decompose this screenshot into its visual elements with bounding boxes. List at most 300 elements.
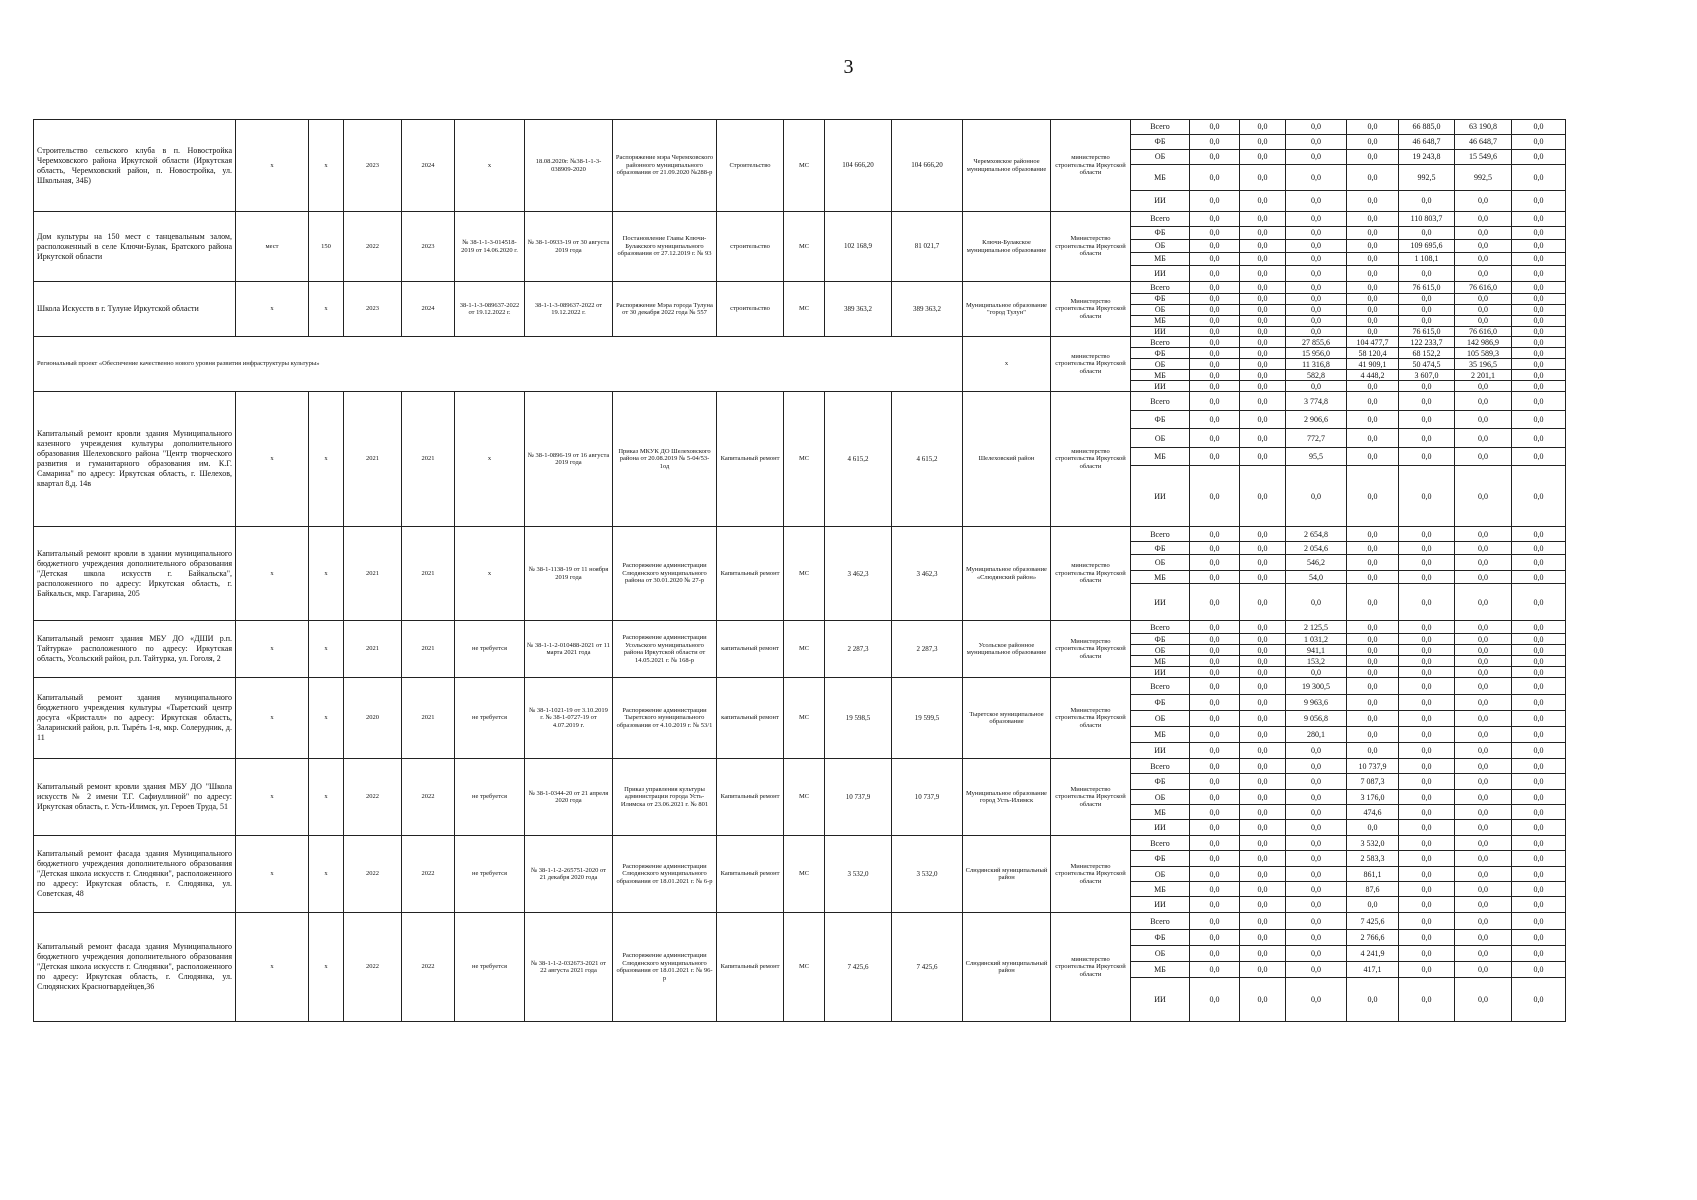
start-year: 2022: [344, 836, 402, 913]
value-cell: 0,0: [1190, 165, 1240, 191]
value-cell: 0,0: [1399, 962, 1455, 978]
source-label: Всего: [1131, 120, 1190, 135]
value-cell: 0,0: [1455, 634, 1512, 645]
value-cell: 0,0: [1347, 820, 1399, 836]
source-label: Всего: [1131, 212, 1190, 227]
value-cell: 0,0: [1190, 946, 1240, 962]
value-cell: 95,5: [1286, 448, 1347, 466]
design-doc-cell: № 38-1-0344-20 от 21 апреля 2020 года: [525, 759, 613, 836]
value-cell: 0,0: [1240, 316, 1286, 327]
value-cell: 0,0: [1347, 667, 1399, 678]
design-doc-cell: 38-1-1-3-089637-2022 от 19.12.2022 г.: [525, 282, 613, 337]
value-cell: 0,0: [1347, 240, 1399, 253]
value-cell: 0,0: [1455, 584, 1512, 621]
unit-cell: х: [236, 759, 309, 836]
value-cell: 0,0: [1286, 191, 1347, 212]
value-cell: 0,0: [1512, 337, 1566, 348]
value-cell: 0,0: [1347, 316, 1399, 327]
table-row: [34, 337, 1648, 348]
value-cell: 0,0: [1286, 240, 1347, 253]
cost-cell: 3 462,3: [825, 527, 892, 621]
value-cell: 0,0: [1399, 584, 1455, 621]
cost-remaining-cell: 389 363,2: [892, 282, 963, 337]
value-cell: 0,0: [1347, 555, 1399, 571]
value-cell: 0,0: [1399, 555, 1455, 571]
value-cell: 0,0: [1399, 978, 1455, 1022]
unit-cell: х: [236, 678, 309, 759]
source-label: МБ: [1131, 370, 1190, 381]
value-cell: 0,0: [1399, 743, 1455, 759]
value-cell: 110 803,7: [1399, 212, 1455, 227]
regional-project-name: Региональный проект «Обеспечение качественно нового уровня развития инфраструктуры культуры»: [34, 337, 963, 392]
source-label: ИИ: [1131, 327, 1190, 337]
source-label: ФБ: [1131, 411, 1190, 429]
value-cell: 2 906,6: [1286, 411, 1347, 429]
value-cell: 0,0: [1240, 348, 1286, 359]
value-cell: 0,0: [1190, 805, 1240, 820]
source-label: Всего: [1131, 392, 1190, 411]
source-label: ИИ: [1131, 466, 1190, 527]
value-cell: 0,0: [1512, 165, 1566, 191]
value-cell: 0,0: [1286, 836, 1347, 851]
value-cell: 4 241,9: [1347, 946, 1399, 962]
value-cell: 76 615,0: [1399, 327, 1455, 337]
table-row: [34, 913, 1648, 930]
design-doc-cell: № 38-1-0896-19 от 16 августа 2019 года: [525, 392, 613, 527]
decision-cell: Приказ МКУК ДО Шелеховского района от 20.08.2019 № 5-04/53-1од: [613, 392, 717, 527]
value-cell: 109 695,6: [1399, 240, 1455, 253]
value-cell: 0,0: [1347, 282, 1399, 294]
customer-cell: Тыретское муниципальное образование: [963, 678, 1051, 759]
value-cell: 0,0: [1347, 120, 1399, 135]
value-cell: 0,0: [1190, 555, 1240, 571]
source-label: ФБ: [1131, 930, 1190, 946]
value-cell: 0,0: [1347, 448, 1399, 466]
value-cell: 0,0: [1190, 294, 1240, 305]
design-doc-cell: № 38-1-1-2-010488-2021 от 11 марта 2021 года: [525, 621, 613, 678]
work-type-cell: Капитальный ремонт: [717, 836, 784, 913]
unit-cell: х: [236, 836, 309, 913]
value-cell: 0,0: [1399, 774, 1455, 790]
value-cell: 0,0: [1512, 678, 1566, 695]
value-cell: 0,0: [1347, 656, 1399, 667]
capacity-cell: х: [309, 527, 344, 621]
value-cell: 0,0: [1286, 584, 1347, 621]
value-cell: 0,0: [1512, 634, 1566, 645]
value-cell: 0,0: [1455, 836, 1512, 851]
value-cell: 0,0: [1240, 946, 1286, 962]
source-label: Всего: [1131, 678, 1190, 695]
value-cell: 0,0: [1455, 913, 1512, 930]
value-cell: 0,0: [1512, 913, 1566, 930]
value-cell: 0,0: [1399, 448, 1455, 466]
design-doc-cell: № 38-1-1138-19 от 11 ноября 2019 года: [525, 527, 613, 621]
value-cell: 0,0: [1347, 429, 1399, 448]
source-label: ФБ: [1131, 135, 1190, 150]
value-cell: 0,0: [1240, 851, 1286, 867]
grbs-cell: Министерство строительства Иркутской области: [1051, 759, 1131, 836]
value-cell: 0,0: [1399, 882, 1455, 897]
source-label: МБ: [1131, 656, 1190, 667]
end-year: 2021: [402, 678, 455, 759]
value-cell: 0,0: [1455, 253, 1512, 266]
form-cell: МС: [784, 120, 825, 212]
value-cell: 0,0: [1240, 359, 1286, 370]
value-cell: 0,0: [1455, 743, 1512, 759]
value-cell: 0,0: [1286, 913, 1347, 930]
decision-cell: Распоряжение администрации Слюдянского муниципального образования от 18.01.2021 г. № 6-р: [613, 836, 717, 913]
expertise-cell: № 38-1-1-3-014518-2019 от 14.06.2020 г.: [455, 212, 525, 282]
form-cell: МС: [784, 836, 825, 913]
value-cell: 0,0: [1347, 411, 1399, 429]
expertise-cell: не требуется: [455, 913, 525, 1022]
table-row: [34, 621, 1648, 634]
decision-cell: Распоряжение Мэра города Тулуна от 30 декабря 2022 года № 557: [613, 282, 717, 337]
cost-cell: 3 532,0: [825, 836, 892, 913]
source-label: МБ: [1131, 165, 1190, 191]
value-cell: 0,0: [1455, 978, 1512, 1022]
value-cell: 0,0: [1240, 836, 1286, 851]
value-cell: 0,0: [1512, 836, 1566, 851]
value-cell: 0,0: [1190, 743, 1240, 759]
value-cell: 0,0: [1347, 191, 1399, 212]
value-cell: 1 031,2: [1286, 634, 1347, 645]
value-cell: 0,0: [1240, 227, 1286, 240]
value-cell: 0,0: [1347, 392, 1399, 411]
value-cell: 0,0: [1455, 882, 1512, 897]
value-cell: 0,0: [1455, 774, 1512, 790]
value-cell: 0,0: [1455, 711, 1512, 727]
form-cell: МС: [784, 527, 825, 621]
value-cell: 0,0: [1399, 381, 1455, 392]
value-cell: 0,0: [1512, 370, 1566, 381]
object-name: Строительство сельского клуба в п. Новостройка Черемховского района Иркутской области (Иркутская область, Черемховский район, п. Новостройка, ул. Школьная, 34Б): [34, 120, 236, 212]
source-label: ИИ: [1131, 584, 1190, 621]
form-cell: МС: [784, 678, 825, 759]
source-label: ОБ: [1131, 240, 1190, 253]
value-cell: 0,0: [1190, 282, 1240, 294]
value-cell: 0,0: [1347, 621, 1399, 634]
value-cell: 76 615,0: [1399, 282, 1455, 294]
value-cell: 87,6: [1347, 882, 1399, 897]
value-cell: 0,0: [1455, 227, 1512, 240]
unit-cell: мест: [236, 212, 309, 282]
decision-cell: Приказ управления культуры администрации города Усть-Илимска от 23.06.2021 г. № 801: [613, 759, 717, 836]
value-cell: 0,0: [1512, 542, 1566, 555]
value-cell: 0,0: [1286, 466, 1347, 527]
value-cell: 0,0: [1190, 978, 1240, 1022]
value-cell: 0,0: [1399, 305, 1455, 316]
capacity-cell: х: [309, 621, 344, 678]
value-cell: 0,0: [1240, 466, 1286, 527]
value-cell: 0,0: [1455, 962, 1512, 978]
value-cell: 0,0: [1347, 212, 1399, 227]
value-cell: 0,0: [1240, 266, 1286, 282]
value-cell: 46 648,7: [1399, 135, 1455, 150]
value-cell: 0,0: [1286, 978, 1347, 1022]
value-cell: 15 549,6: [1455, 150, 1512, 165]
value-cell: 76 616,0: [1455, 327, 1512, 337]
value-cell: 0,0: [1399, 571, 1455, 584]
value-cell: 0,0: [1240, 584, 1286, 621]
value-cell: 0,0: [1512, 555, 1566, 571]
value-cell: 0,0: [1286, 327, 1347, 337]
expertise-cell: не требуется: [455, 836, 525, 913]
value-cell: 0,0: [1286, 820, 1347, 836]
value-cell: 9 056,8: [1286, 711, 1347, 727]
value-cell: 0,0: [1190, 711, 1240, 727]
value-cell: 0,0: [1455, 294, 1512, 305]
value-cell: 0,0: [1512, 727, 1566, 743]
form-cell: МС: [784, 621, 825, 678]
value-cell: 0,0: [1240, 120, 1286, 135]
decision-cell: Распоряжение администрации Усольского муниципального района Иркутской области от 14.05.2021 г. № 168-р: [613, 621, 717, 678]
value-cell: 0,0: [1190, 227, 1240, 240]
value-cell: 0,0: [1512, 411, 1566, 429]
unit-cell: х: [236, 282, 309, 337]
value-cell: 0,0: [1286, 135, 1347, 150]
cost-remaining-cell: 2 287,3: [892, 621, 963, 678]
value-cell: 0,0: [1512, 962, 1566, 978]
cost-remaining-cell: 10 737,9: [892, 759, 963, 836]
value-cell: 0,0: [1399, 542, 1455, 555]
value-cell: 0,0: [1399, 790, 1455, 805]
value-cell: 0,0: [1190, 774, 1240, 790]
unit-cell: х: [236, 120, 309, 212]
value-cell: 0,0: [1347, 266, 1399, 282]
value-cell: 58 120,4: [1347, 348, 1399, 359]
design-doc-cell: 18.08.2020г. №38-1-1-3-038909-2020: [525, 120, 613, 212]
grbs-cell: министерство строительства Иркутской области: [1051, 913, 1131, 1022]
value-cell: 0,0: [1455, 867, 1512, 882]
value-cell: 0,0: [1240, 191, 1286, 212]
value-cell: 0,0: [1347, 165, 1399, 191]
source-label: ОБ: [1131, 150, 1190, 165]
source-label: МБ: [1131, 962, 1190, 978]
source-label: ФБ: [1131, 227, 1190, 240]
value-cell: 0,0: [1512, 584, 1566, 621]
work-type-cell: строительство: [717, 212, 784, 282]
value-cell: 0,0: [1347, 727, 1399, 743]
grbs-cell: Министерство строительства Иркутской области: [1051, 621, 1131, 678]
work-type-cell: строительство: [717, 282, 784, 337]
value-cell: 0,0: [1286, 774, 1347, 790]
value-cell: 0,0: [1240, 634, 1286, 645]
value-cell: 0,0: [1240, 978, 1286, 1022]
value-cell: 0,0: [1455, 316, 1512, 327]
value-cell: 0,0: [1512, 448, 1566, 466]
design-doc-cell: № 38-1-1021-19 от 3.10.2019 г. № 38-1-0727-19 от 4.07.2019 г.: [525, 678, 613, 759]
source-label: Всего: [1131, 836, 1190, 851]
value-cell: 0,0: [1399, 836, 1455, 851]
value-cell: 0,0: [1399, 656, 1455, 667]
value-cell: 0,0: [1190, 930, 1240, 946]
end-year: 2023: [402, 212, 455, 282]
value-cell: 417,1: [1347, 962, 1399, 978]
cost-cell: 10 737,9: [825, 759, 892, 836]
work-type-cell: Капитальный ремонт: [717, 759, 784, 836]
value-cell: 0,0: [1286, 316, 1347, 327]
value-cell: 0,0: [1190, 571, 1240, 584]
value-cell: 4 448,2: [1347, 370, 1399, 381]
source-label: МБ: [1131, 805, 1190, 820]
source-label: Всего: [1131, 527, 1190, 542]
value-cell: 0,0: [1512, 897, 1566, 913]
page-number: 3: [843, 56, 854, 78]
work-type-cell: капитальный ремонт: [717, 621, 784, 678]
value-cell: 0,0: [1347, 584, 1399, 621]
cost-cell: 104 666,20: [825, 120, 892, 212]
value-cell: 941,1: [1286, 645, 1347, 656]
value-cell: 0,0: [1240, 867, 1286, 882]
value-cell: 0,0: [1286, 851, 1347, 867]
source-label: ИИ: [1131, 820, 1190, 836]
value-cell: 0,0: [1286, 381, 1347, 392]
unit-cell: х: [236, 913, 309, 1022]
work-type-cell: Капитальный ремонт: [717, 913, 784, 1022]
value-cell: 0,0: [1347, 711, 1399, 727]
value-cell: 0,0: [1455, 667, 1512, 678]
value-cell: 0,0: [1512, 348, 1566, 359]
value-cell: 0,0: [1190, 759, 1240, 774]
object-name: Капитальный ремонт здания МБУ ДО «ДШИ р.п. Тайтурка» расположенного по адресу: Иркутская область, Усольский район, р.п. Тайтурка, ул. Гоголя, 2: [34, 621, 236, 678]
value-cell: 142 986,9: [1455, 337, 1512, 348]
form-cell: МС: [784, 759, 825, 836]
value-cell: 3 176,0: [1347, 790, 1399, 805]
value-cell: 0,0: [1512, 120, 1566, 135]
value-cell: 0,0: [1455, 542, 1512, 555]
value-cell: 0,0: [1347, 897, 1399, 913]
value-cell: 153,2: [1286, 656, 1347, 667]
value-cell: 0,0: [1512, 381, 1566, 392]
capacity-cell: х: [309, 678, 344, 759]
source-label: ФБ: [1131, 542, 1190, 555]
value-cell: 3 774,8: [1286, 392, 1347, 411]
value-cell: 0,0: [1347, 542, 1399, 555]
value-cell: 0,0: [1240, 150, 1286, 165]
value-cell: 0,0: [1512, 930, 1566, 946]
object-name: Капитальный ремонт кровли здания Муниципального казенного учреждения культуры дополнительного образования Шелеховского района "Центр творческого развития и гуманитарного образования им. К.Г. Самарина" по адресу: Иркутская область, г. Шелехов, квартал 8,д. 14в: [34, 392, 236, 527]
value-cell: 0,0: [1455, 695, 1512, 711]
value-cell: 0,0: [1347, 327, 1399, 337]
value-cell: 0,0: [1286, 743, 1347, 759]
value-cell: 0,0: [1399, 851, 1455, 867]
value-cell: 0,0: [1240, 897, 1286, 913]
value-cell: 0,0: [1399, 711, 1455, 727]
value-cell: 3 607,0: [1399, 370, 1455, 381]
value-cell: 0,0: [1286, 150, 1347, 165]
value-cell: 0,0: [1190, 135, 1240, 150]
value-cell: 0,0: [1512, 759, 1566, 774]
value-cell: 0,0: [1240, 656, 1286, 667]
grbs-cell: Министерство строительства Иркутской области: [1051, 212, 1131, 282]
value-cell: 0,0: [1512, 227, 1566, 240]
cost-cell: 19 598,5: [825, 678, 892, 759]
value-cell: 0,0: [1512, 392, 1566, 411]
value-cell: 0,0: [1455, 897, 1512, 913]
cost-cell: 4 615,2: [825, 392, 892, 527]
value-cell: 0,0: [1190, 790, 1240, 805]
value-cell: 0,0: [1190, 150, 1240, 165]
value-cell: 0,0: [1286, 165, 1347, 191]
value-cell: 0,0: [1240, 678, 1286, 695]
value-cell: 0,0: [1512, 135, 1566, 150]
value-cell: 0,0: [1347, 634, 1399, 645]
value-cell: 0,0: [1190, 913, 1240, 930]
value-cell: 0,0: [1512, 805, 1566, 820]
table-row: [34, 392, 1648, 411]
object-name: Капитальный ремонт кровли в здании муниципального бюджетного учреждения дополнительного образования "Детская школа искусств г. Байкальска", расположенного по адресу: Иркутская область, г. Байкальск, мкр. Гагарина, 205: [34, 527, 236, 621]
value-cell: 0,0: [1399, 695, 1455, 711]
value-cell: 0,0: [1512, 711, 1566, 727]
object-name: Школа Искусств в г. Тулуне Иркутской области: [34, 282, 236, 337]
value-cell: 0,0: [1240, 930, 1286, 946]
value-cell: 0,0: [1399, 727, 1455, 743]
cost-cell: 7 425,6: [825, 913, 892, 1022]
value-cell: 3 532,0: [1347, 836, 1399, 851]
value-cell: 0,0: [1512, 359, 1566, 370]
value-cell: 772,7: [1286, 429, 1347, 448]
value-cell: 0,0: [1455, 805, 1512, 820]
value-cell: 0,0: [1512, 645, 1566, 656]
value-cell: 2 654,8: [1286, 527, 1347, 542]
expertise-cell: не требуется: [455, 678, 525, 759]
value-cell: 0,0: [1190, 897, 1240, 913]
value-cell: 0,0: [1286, 790, 1347, 805]
value-cell: 19 300,5: [1286, 678, 1347, 695]
grbs-cell: министерство строительства Иркутской области: [1051, 120, 1131, 212]
cost-cell: 102 168,9: [825, 212, 892, 282]
value-cell: 0,0: [1512, 743, 1566, 759]
value-cell: 0,0: [1347, 381, 1399, 392]
cost-cell: 2 287,3: [825, 621, 892, 678]
end-year: 2021: [402, 392, 455, 527]
value-cell: 0,0: [1190, 542, 1240, 555]
value-cell: 0,0: [1240, 305, 1286, 316]
value-cell: 7 087,3: [1347, 774, 1399, 790]
source-label: Всего: [1131, 759, 1190, 774]
value-cell: 0,0: [1286, 282, 1347, 294]
value-cell: 0,0: [1512, 978, 1566, 1022]
value-cell: 0,0: [1240, 282, 1286, 294]
value-cell: 0,0: [1399, 191, 1455, 212]
value-cell: 0,0: [1512, 695, 1566, 711]
value-cell: 0,0: [1190, 727, 1240, 743]
value-cell: 0,0: [1240, 645, 1286, 656]
value-cell: 0,0: [1190, 466, 1240, 527]
value-cell: 0,0: [1240, 790, 1286, 805]
capacity-cell: х: [309, 282, 344, 337]
value-cell: 0,0: [1286, 212, 1347, 227]
source-label: Всего: [1131, 282, 1190, 294]
customer-cell: Муниципальное образование «Слюдянский район»: [963, 527, 1051, 621]
value-cell: 0,0: [1240, 448, 1286, 466]
value-cell: 0,0: [1190, 316, 1240, 327]
value-cell: 0,0: [1455, 930, 1512, 946]
value-cell: 41 909,1: [1347, 359, 1399, 370]
cost-remaining-cell: 3 532,0: [892, 836, 963, 913]
value-cell: 66 885,0: [1399, 120, 1455, 135]
source-label: МБ: [1131, 316, 1190, 327]
start-year: 2022: [344, 212, 402, 282]
value-cell: 992,5: [1455, 165, 1512, 191]
value-cell: 0,0: [1399, 678, 1455, 695]
value-cell: 0,0: [1512, 282, 1566, 294]
value-cell: 0,0: [1347, 253, 1399, 266]
source-label: ИИ: [1131, 743, 1190, 759]
value-cell: 0,0: [1240, 392, 1286, 411]
value-cell: 0,0: [1240, 370, 1286, 381]
